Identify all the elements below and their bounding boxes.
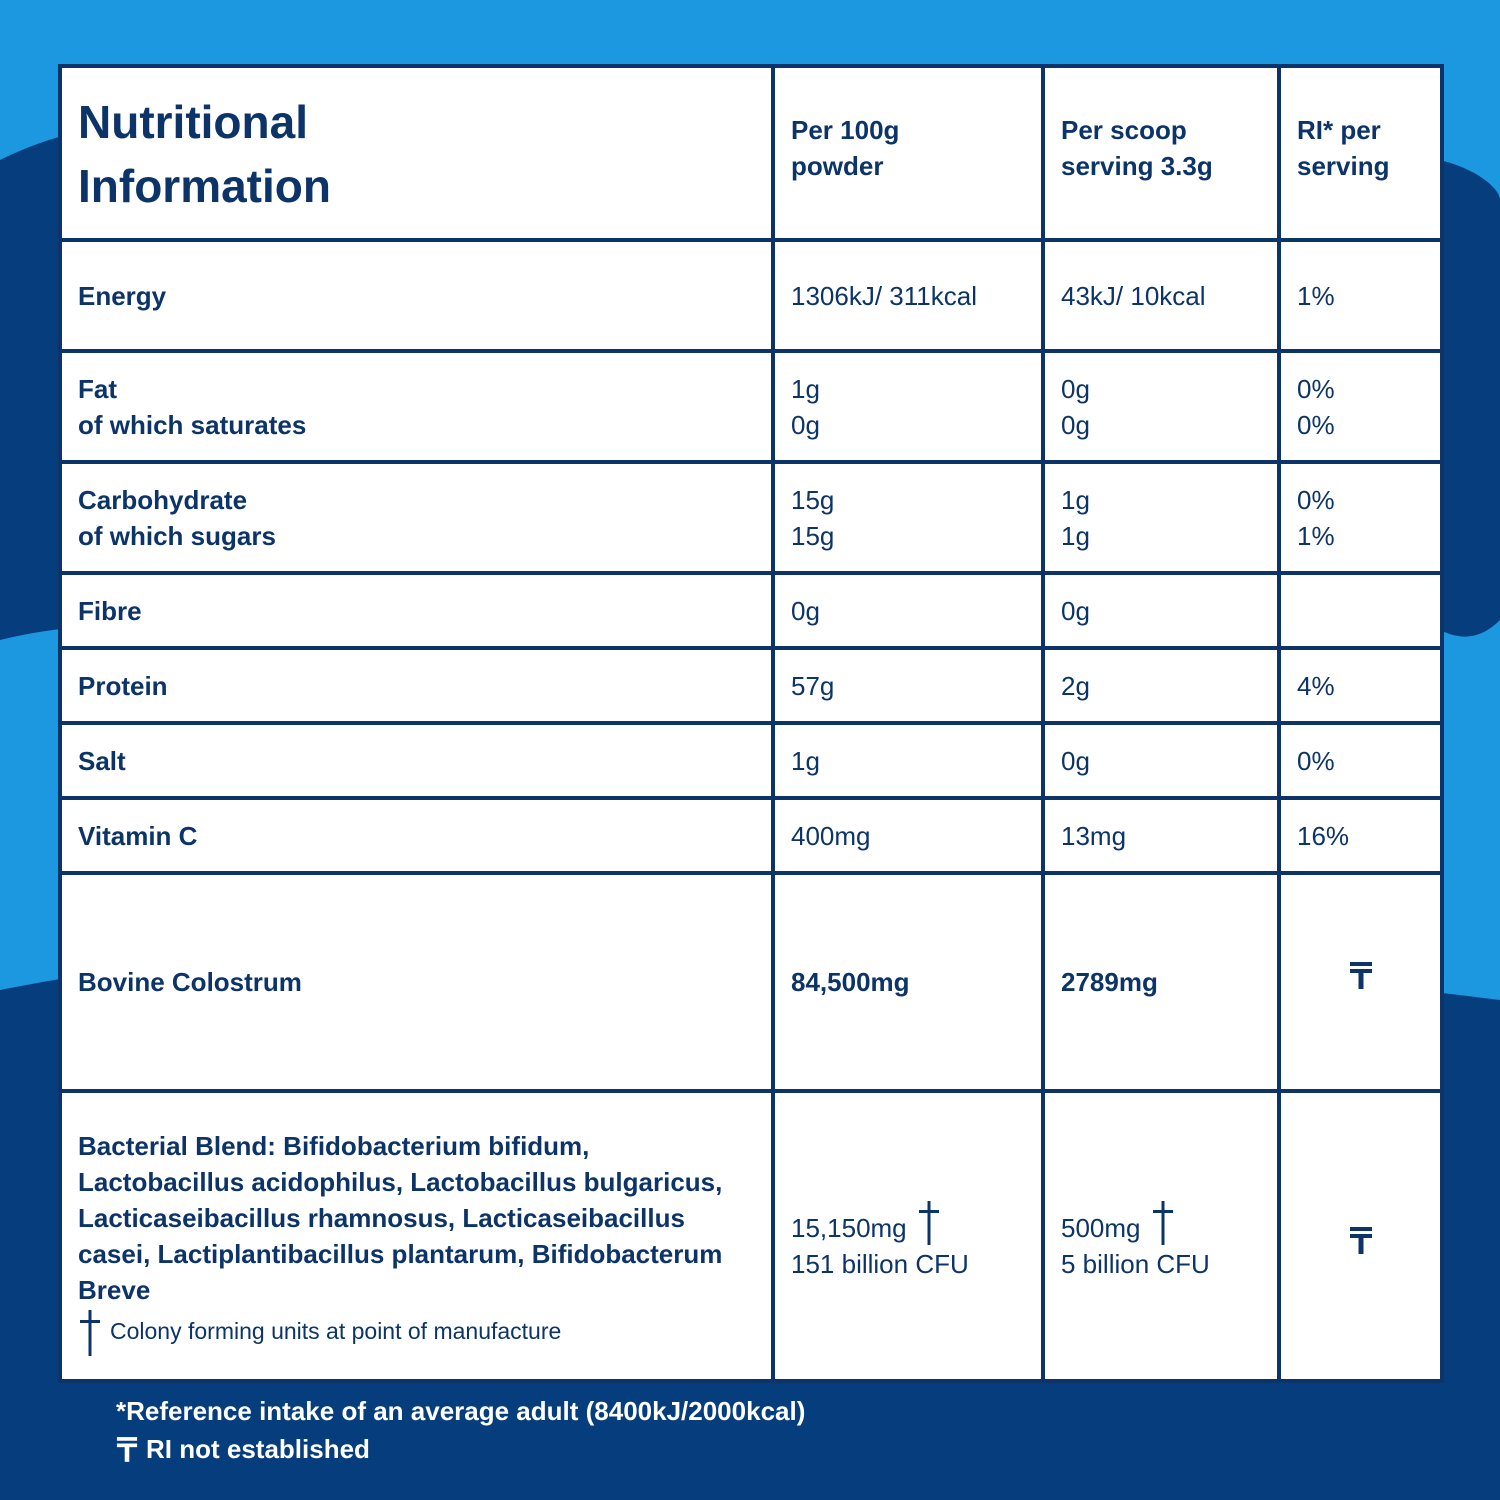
value-per-scoop bbox=[1043, 648, 1279, 723]
value-line: 0g bbox=[791, 595, 820, 626]
column-header-per-scoop bbox=[1043, 66, 1279, 240]
nutrient-name-carbohydrate bbox=[60, 462, 773, 573]
table-row bbox=[60, 351, 1442, 462]
value-per-100g bbox=[773, 351, 1043, 462]
value-line: 13mg bbox=[1061, 820, 1127, 851]
value-line: 57g bbox=[791, 670, 835, 701]
value-line: 1g bbox=[791, 745, 820, 776]
value-per-100g bbox=[773, 873, 1043, 1091]
value-per-100g bbox=[773, 573, 1043, 648]
value-line: 1g bbox=[1061, 484, 1090, 515]
table-row bbox=[60, 648, 1442, 723]
nutrient-label: Fibre bbox=[78, 595, 142, 626]
dagger-icon bbox=[78, 1310, 102, 1356]
nutrition-panel bbox=[58, 64, 1440, 1382]
blend-name-line: Breve bbox=[78, 1275, 151, 1305]
cfu-footnote-text: Colony forming units at point of manufacture bbox=[110, 1318, 562, 1344]
nutrient-name-fibre bbox=[60, 573, 773, 648]
value-line: 0g bbox=[1061, 595, 1090, 626]
footnotes bbox=[116, 1392, 805, 1468]
value-ri bbox=[1279, 798, 1442, 873]
title-line-2: Information bbox=[78, 160, 331, 212]
value-line: 2789mg bbox=[1061, 967, 1158, 997]
nutrient-name-energy bbox=[60, 240, 773, 351]
value-line: 1% bbox=[1297, 280, 1335, 311]
table-row bbox=[60, 462, 1442, 573]
value-line: 0% bbox=[1297, 409, 1335, 440]
table-header-row bbox=[60, 66, 1442, 240]
value-line: 0g bbox=[1061, 373, 1090, 404]
column-header-per-100g bbox=[773, 66, 1043, 240]
value-per-100g bbox=[773, 723, 1043, 798]
value-per-scoop bbox=[1043, 573, 1279, 648]
nutrition-table bbox=[58, 64, 1444, 1383]
column-header-ri bbox=[1279, 66, 1442, 240]
value-per-scoop bbox=[1043, 723, 1279, 798]
value-per-100g bbox=[773, 798, 1043, 873]
value-per-100g bbox=[773, 1091, 1043, 1381]
value-line: 0g bbox=[791, 409, 820, 440]
value-mg: 500mg bbox=[1061, 1212, 1141, 1243]
value-ri bbox=[1279, 462, 1442, 573]
value-per-scoop bbox=[1043, 240, 1279, 351]
value-line bbox=[1061, 1201, 1261, 1246]
footnote-reference-intake-text: *Reference intake of an average adult (8400kJ/2000kcal) bbox=[116, 1396, 806, 1426]
table-row bbox=[60, 798, 1442, 873]
value-ri bbox=[1279, 873, 1442, 1091]
value-line: 15g bbox=[791, 520, 835, 551]
value-line: 1306kJ/ 311kcal bbox=[791, 280, 977, 311]
table-row bbox=[60, 573, 1442, 648]
nutrient-name-bovine-colostrum bbox=[60, 873, 773, 1091]
ri-not-established-icon bbox=[1349, 961, 1373, 989]
nutrient-name-fat bbox=[60, 351, 773, 462]
value-line: 0g bbox=[1061, 409, 1090, 440]
value-ri bbox=[1279, 573, 1442, 648]
value-per-100g bbox=[773, 462, 1043, 573]
value-line: 0% bbox=[1297, 373, 1335, 404]
blend-name-line: Bacterial Blend: Bifidobacterium bifidum, bbox=[78, 1131, 590, 1161]
nutrient-label: Fat bbox=[78, 373, 117, 404]
blend-name-line: Lacticaseibacillus rhamnosus, Lacticaseibacillus bbox=[78, 1203, 685, 1233]
column-header-ri-line-1: RI* per bbox=[1297, 115, 1381, 145]
blend-name-line: casei, Lactiplantibacillus plantarum, Bifidobacterum bbox=[78, 1239, 723, 1269]
table-row-colostrum bbox=[60, 873, 1442, 1091]
nutrient-sublabel: of which saturates bbox=[78, 409, 307, 440]
value-mg: 15,150mg bbox=[791, 1212, 907, 1243]
value-line: 84,500mg bbox=[791, 967, 910, 997]
value-line bbox=[791, 1201, 1025, 1246]
value-line: 1% bbox=[1297, 520, 1335, 551]
value-line: 16% bbox=[1297, 820, 1350, 851]
value-line: 0g bbox=[1061, 745, 1090, 776]
footnote-reference-intake bbox=[116, 1392, 805, 1430]
nutrient-sublabel: of which sugars bbox=[78, 520, 276, 551]
nutrient-label: Bovine Colostrum bbox=[78, 967, 302, 997]
column-header-per-100g-line-1: Per 100g bbox=[791, 115, 900, 145]
table-row bbox=[60, 723, 1442, 798]
value-cfu: 5 billion CFU bbox=[1061, 1248, 1210, 1279]
value-ri bbox=[1279, 648, 1442, 723]
ri-not-established-icon bbox=[1349, 1226, 1373, 1254]
title-line-1: Nutritional bbox=[78, 96, 308, 148]
table-row bbox=[60, 240, 1442, 351]
value-line: 15g bbox=[791, 484, 835, 515]
blend-name-line: Lactobacillus acidophilus, Lactobacillus bulgaricus, bbox=[78, 1167, 723, 1197]
value-per-scoop bbox=[1043, 1091, 1279, 1381]
value-line: 43kJ/ 10kcal bbox=[1061, 280, 1206, 311]
value-line: 1g bbox=[791, 373, 820, 404]
value-line: 0% bbox=[1297, 484, 1335, 515]
value-per-100g bbox=[773, 648, 1043, 723]
column-header-per-scoop-line-1: Per scoop bbox=[1061, 115, 1187, 145]
nutrient-name-protein bbox=[60, 648, 773, 723]
value-per-scoop bbox=[1043, 462, 1279, 573]
value-ri bbox=[1279, 723, 1442, 798]
nutrient-name-vitamin-c bbox=[60, 798, 773, 873]
nutrient-label: Vitamin C bbox=[78, 820, 198, 851]
nutrient-label: Protein bbox=[78, 670, 168, 701]
nutrient-name-bacterial-blend bbox=[60, 1091, 773, 1381]
value-per-scoop bbox=[1043, 351, 1279, 462]
dagger-icon bbox=[918, 1201, 940, 1245]
value-ri bbox=[1279, 240, 1442, 351]
value-cfu: 151 billion CFU bbox=[791, 1248, 969, 1279]
table-title bbox=[60, 66, 773, 240]
column-header-per-100g-line-2: powder bbox=[791, 151, 884, 181]
ri-not-established-icon bbox=[116, 1435, 138, 1463]
cfu-footnote bbox=[78, 1316, 755, 1356]
value-line: 2g bbox=[1061, 670, 1090, 701]
table-row-bacterial-blend bbox=[60, 1091, 1442, 1381]
value-line: 400mg bbox=[791, 820, 871, 851]
dagger-icon bbox=[1152, 1201, 1174, 1245]
footnote-ri-not-established-text: RI not established bbox=[146, 1434, 370, 1464]
value-per-scoop bbox=[1043, 873, 1279, 1091]
value-per-100g bbox=[773, 240, 1043, 351]
footnote-ri-not-established bbox=[116, 1430, 805, 1468]
value-ri bbox=[1279, 1091, 1442, 1381]
value-line: 0% bbox=[1297, 745, 1335, 776]
value-per-scoop bbox=[1043, 798, 1279, 873]
column-header-ri-line-2: serving bbox=[1297, 151, 1390, 181]
value-line: 4% bbox=[1297, 670, 1335, 701]
nutrient-label: Salt bbox=[78, 745, 126, 776]
nutrient-label: Carbohydrate bbox=[78, 484, 248, 515]
value-line: 1g bbox=[1061, 520, 1090, 551]
nutrient-name-salt bbox=[60, 723, 773, 798]
column-header-per-scoop-line-2: serving 3.3g bbox=[1061, 151, 1213, 181]
nutrient-label: Energy bbox=[78, 280, 167, 311]
value-ri bbox=[1279, 351, 1442, 462]
